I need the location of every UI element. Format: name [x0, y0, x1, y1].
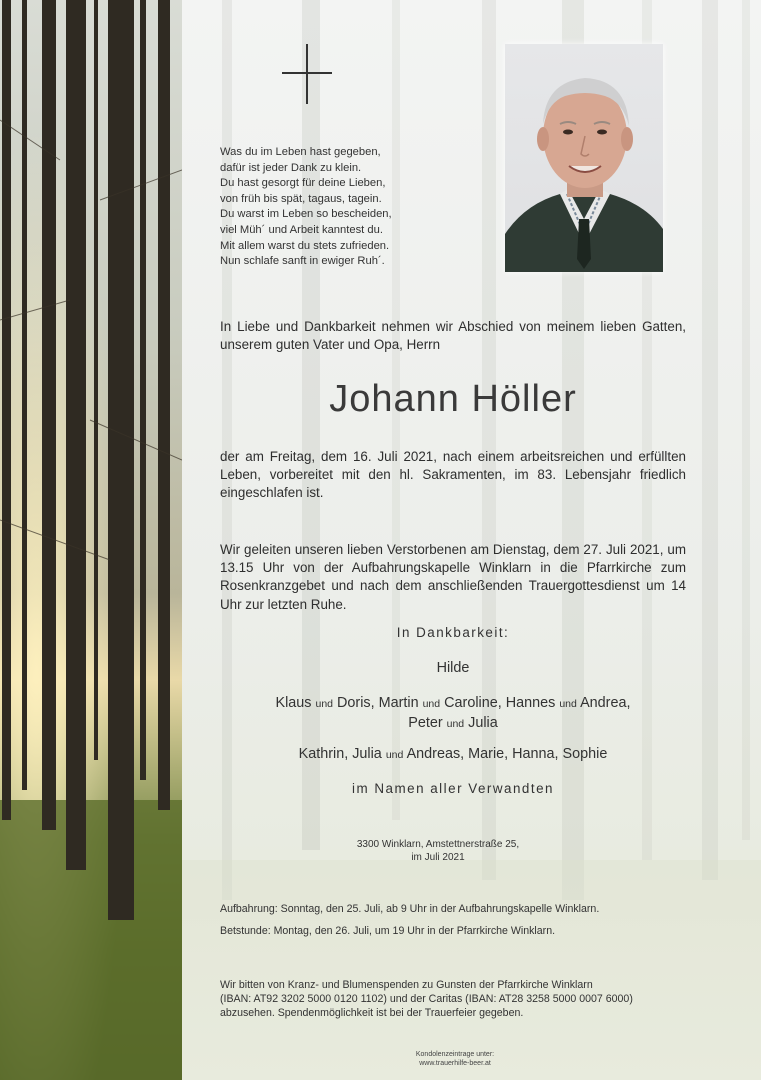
- poem-line: Du hast gesorgt für deine Lieben,: [220, 177, 386, 190]
- conjunction: und: [559, 698, 577, 710]
- death-notice-text: der am Freitag, dem 16. Juli 2021, nach einem arbeitsreichen und erfüllten Leben, vorbereitet mit den hl. Sakramenten, im 83. Lebensjahr friedlich eingeschlafen ist.: [220, 449, 686, 501]
- thanks-heading: In Dankbarkeit:: [396, 625, 510, 640]
- child-name: Andrea,: [580, 695, 631, 711]
- conjunction: und: [446, 718, 465, 730]
- donation-line: (IBAN: AT92 3202 5000 0120 1102) und der Caritas (IBAN: AT28 3258 5000 0007 6000): [220, 993, 633, 1005]
- address-date: im Juli 2021: [411, 852, 465, 863]
- prayer-info: Betstunde: Montag, den 26. Juli, um 19 Uhr in der Pfarrkirche Winklarn.: [220, 925, 556, 937]
- donation-info: [220, 978, 690, 1020]
- conjunction: und: [315, 698, 334, 710]
- deceased-name: Johann Höller: [329, 378, 577, 420]
- viewing-info: Aufbahrung: Sonntag, den 25. Juli, ab 9 Uhr in der Aufbahrungskapelle Winklarn.: [220, 903, 600, 915]
- grandchild-name: Andreas, Marie, Hanna, Sophie: [406, 746, 608, 762]
- poem-line: Was du im Leben hast gegeben,: [220, 146, 381, 158]
- child-name: Klaus: [275, 695, 312, 711]
- relatives-line: im Namen aller Verwandten: [352, 781, 554, 796]
- grandchildren-names: [200, 746, 706, 762]
- footer-label: Kondolenzeintrage unter:: [415, 1051, 495, 1058]
- cross-icon: [282, 44, 332, 104]
- child-name: Peter: [408, 715, 443, 731]
- conjunction: und: [385, 749, 404, 761]
- grandchild-name: Kathrin, Julia: [298, 746, 382, 762]
- footer-url[interactable]: www.trauerhilfe-beer.at: [419, 1060, 491, 1067]
- poem-line: Du warst im Leben so bescheiden,: [220, 208, 392, 221]
- wife-name: Hilde: [436, 660, 470, 676]
- children-names: [200, 694, 706, 734]
- address: [300, 838, 576, 864]
- conjunction: und: [422, 698, 441, 710]
- address-line: 3300 Winklarn, Amstettnerstraße 25,: [356, 839, 520, 850]
- intro-text: In Liebe und Dankbarkeit nehmen wir Abschied von meinem lieben Gatten, unserem guten Vater und Opa, Herrn: [220, 319, 686, 353]
- poem-line: Mit allem warst du stets zufrieden.: [220, 239, 390, 252]
- poem-line: dafür ist jeder Dank zu klein.: [220, 161, 362, 174]
- child-name: Caroline, Hannes: [444, 695, 556, 711]
- poem-line: Nun schlafe sanft in ewiger Ruh´.: [220, 255, 385, 268]
- child-name: Doris, Martin: [337, 695, 419, 711]
- child-name: Julia: [468, 715, 498, 731]
- condolence-footer: [380, 1050, 530, 1068]
- poem-line: von früh bis spät, tagaus, tagein.: [220, 192, 382, 205]
- donation-line: abzusehen. Spendenmöglichkeit ist bei der Trauerfeier gegeben.: [220, 1007, 524, 1019]
- donation-line: Wir bitten von Kranz- und Blumenspenden zu Gunsten der Pfarrkirche Winklarn: [220, 979, 593, 991]
- funeral-text: Wir geleiten unseren lieben Verstorbenen am Dienstag, dem 27. Juli 2021, um 13.15 Uhr von der Aufbahrungskapelle Winklarn in die Pfarrkirche zum Rosenkranzgebet und nach dem anschließenden Trauergottesdienst um 14 Uhr zur letzten Ruhe.: [220, 542, 686, 612]
- poem-line: viel Müh´ und Arbeit kanntest du.: [220, 223, 383, 236]
- poem: [220, 145, 460, 270]
- portrait-photo: [505, 44, 663, 272]
